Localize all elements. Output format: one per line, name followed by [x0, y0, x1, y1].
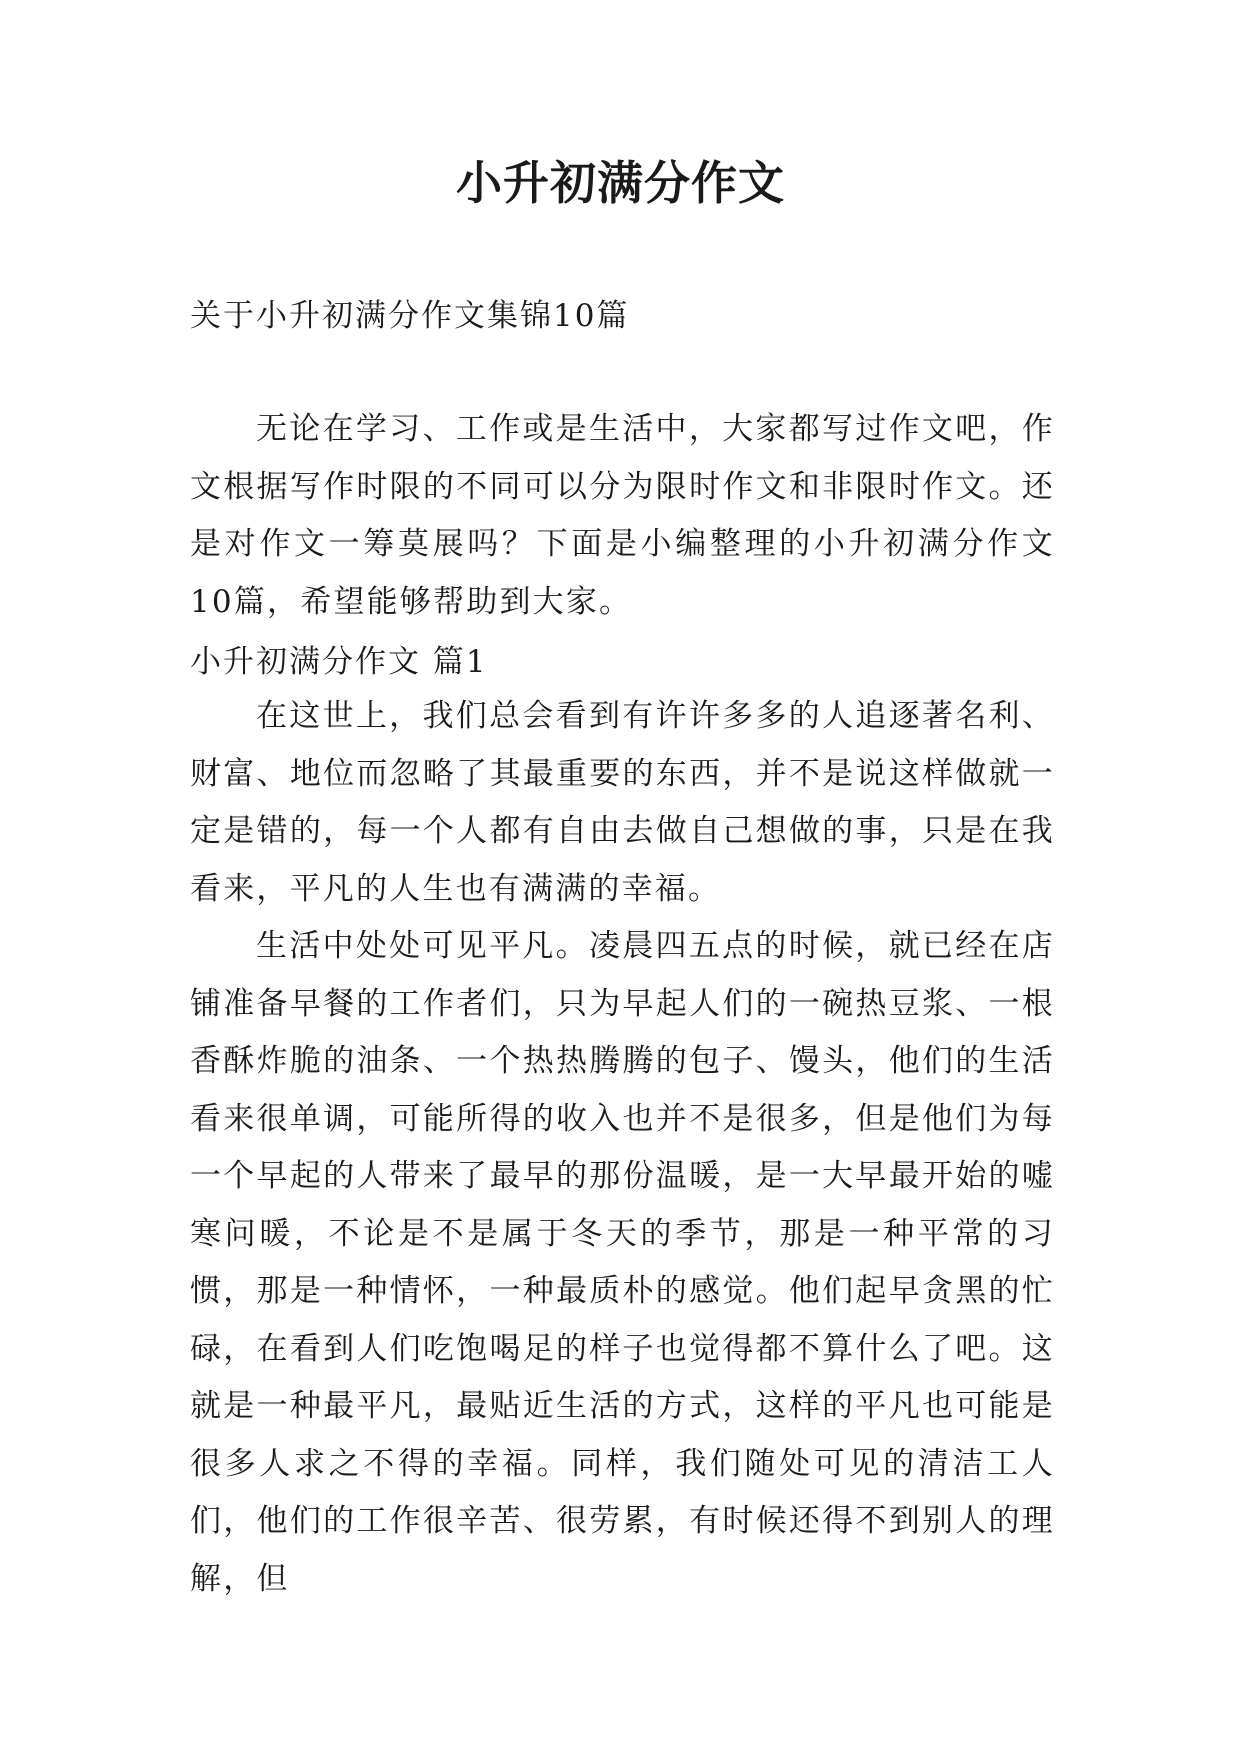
document-subtitle: 关于小升初满分作文集锦10篇: [190, 298, 630, 334]
section-heading: 小升初满分作文 篇1: [190, 644, 488, 680]
body-paragraph: 生活中处处可见平凡。凌晨四五点的时候，就已经在店铺准备早餐的工作者们，只为早起人们的一碗热豆浆、一根香酥炸脆的油条、一个热热腾腾的包子、馒头，他们的生活看来很单调，可能所得的收入也并不是很多，但是他们为每一个早起的人带来了最早的那份温暖，是一大早最开始的嘘寒问暖，不论是不是属于冬天的季节，那是一种平常的习惯，那是一种情怀，一种最质朴的感觉。他们起早贪黑的忙碌，在看到人们吃饱喝足的样子也觉得都不算什么了吧。这就是一种最平凡，最贴近生活的方式，这样的平凡也可能是很多人求之不得的幸福。同样，我们随处可见的清洁工人们，他们的工作很辛苦、很劳累，有时候还得不到别人的理解，但: [190, 928, 1055, 1597]
body-paragraph: 在这世上，我们总会看到有许许多多的人追逐著名利、财富、地位而忽略了其最重要的东西，并不是说这样做就一定是错的，每一个人都有自由去做自己想做的事，只是在我看来，平凡的人生也有满满的幸福。: [190, 698, 1055, 907]
document-title: 小升初满分作文: [456, 156, 785, 210]
intro-paragraph: 无论在学习、工作或是生活中，大家都写过作文吧，作文根据写作时限的不同可以分为限时作文和非限时作文。还是对作文一筹莫展吗？下面是小编整理的小升初满分作文10篇，希望能够帮助到大家。: [190, 411, 1055, 620]
